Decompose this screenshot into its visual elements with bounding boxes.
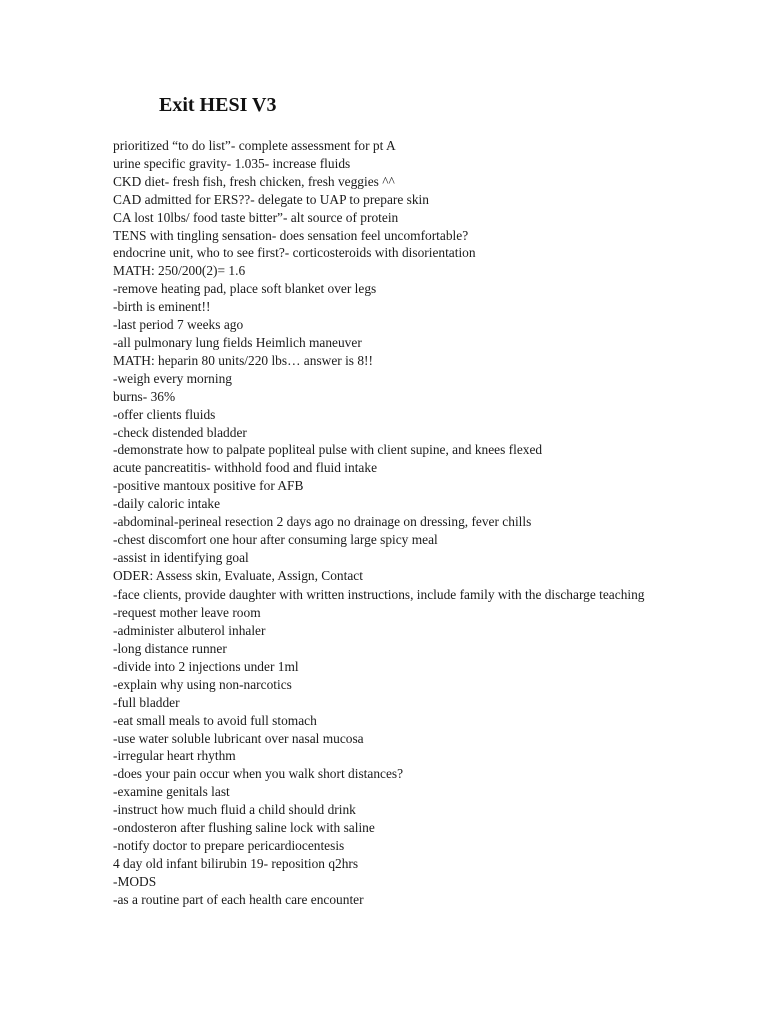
note-line: -positive mantoux positive for AFB [113,478,304,494]
note-line: -daily caloric intake [113,496,221,512]
note-line: TENS with tingling sensation- does sensation feel uncomfortable? [113,227,469,243]
note-line: -last period 7 weeks ago [113,317,244,333]
note-line: -assist in identifying goal [113,549,249,565]
note-line: -eat small meals to avoid full stomach [113,712,317,728]
note-line: acute pancreatitis- withhold food and fluid intake [113,460,378,476]
note-line: -use water soluble lubricant over nasal mucosa [113,730,364,746]
note-line: -remove heating pad, place soft blanket over legs [113,281,377,297]
note-line: ODER: Assess skin, Evaluate, Assign, Contact [113,567,363,583]
note-line: MATH: heparin 80 units/220 lbs… answer is 8!! [113,352,373,368]
note-line: -demonstrate how to palpate popliteal pulse with client supine, and knees flexed [113,442,543,458]
note-line: -divide into 2 injections under 1ml [113,658,299,674]
note-line: -offer clients fluids [113,406,216,422]
note-line: prioritized “to do list”- complete assessment for pt A [113,138,396,153]
document-title: Exit HESI V3 [159,94,277,116]
note-line: -all pulmonary lung fields Heimlich maneuver [113,334,362,350]
note-line: -weigh every morning [113,370,232,386]
note-line: -full bladder [113,694,180,710]
note-line: -as a routine part of each health care encounter [113,891,364,907]
note-line: -MODS [113,873,157,889]
note-line: endocrine unit, who to see first?- corticosteroids with disorientation [113,245,476,261]
note-line: -notify doctor to prepare pericardiocentesis [113,837,345,853]
note-line: -face clients, provide daughter with written instructions, include family with the discharge teaching [113,586,645,602]
note-line: burns- 36% [113,388,176,404]
note-line: -request mother leave room [113,605,261,621]
note-line: CAD admitted for ERS??- delegate to UAP to prepare skin [113,191,429,207]
note-line: -explain why using non-narcotics [113,676,292,692]
note-line: -administer albuterol inhaler [113,623,266,639]
note-line: CKD diet- fresh fish, fresh chicken, fresh veggies ^^ [113,173,395,189]
note-line: -ondosteron after flushing saline lock with saline [113,820,375,836]
note-line: CA lost 10lbs/ food taste bitter”- alt source of protein [113,209,399,225]
note-line: -chest discomfort one hour after consuming large spicy meal [113,531,438,547]
note-line: -instruct how much fluid a child should drink [113,802,356,818]
note-line: urine specific gravity- 1.035- increase fluids [113,155,351,171]
note-line: MATH: 250/200(2)= 1.6 [113,263,246,279]
note-line: -irregular heart rhythm [113,748,236,764]
note-line: -does your pain occur when you walk short distances? [113,766,404,782]
note-line: -abdominal-perineal resection 2 days ago no drainage on dressing, fever chills [113,514,532,530]
note-line: -birth is eminent!! [113,299,211,315]
notes-list [113,137,673,909]
note-line: -long distance runner [113,640,227,656]
note-line: -examine genitals last [113,784,230,800]
note-line: 4 day old infant bilirubin 19- reposition q2hrs [113,855,359,871]
note-line: -check distended bladder [113,424,247,440]
